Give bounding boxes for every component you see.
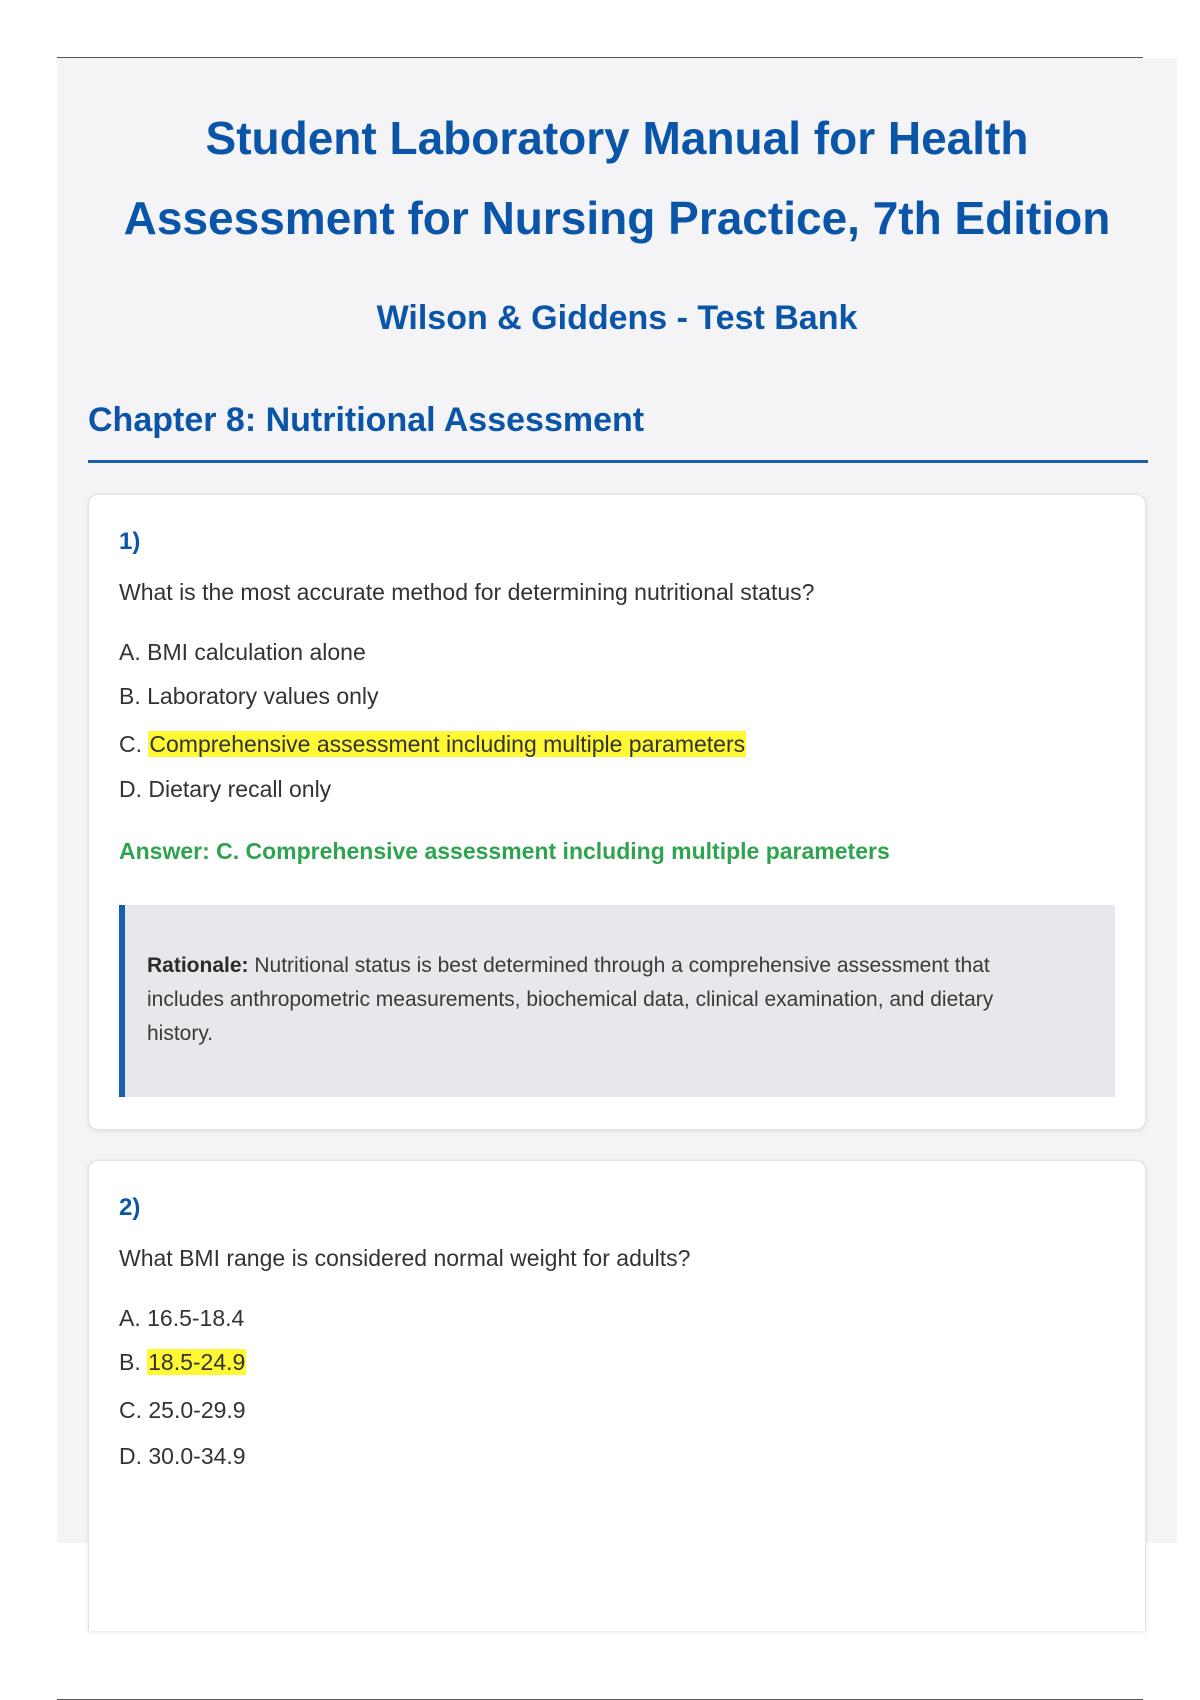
title-line-2: Assessment for Nursing Practice, 7th Edition	[123, 192, 1111, 244]
question-number: 1)	[119, 528, 141, 555]
document-page	[57, 58, 1177, 1543]
option-prefix: D.	[119, 1443, 149, 1469]
option-d	[119, 774, 331, 804]
option-text: 30.0-34.9	[148, 1443, 246, 1469]
option-text: Dietary recall only	[148, 776, 332, 802]
option-d	[119, 1441, 246, 1471]
rationale-label: Rationale:	[147, 954, 249, 977]
option-text: 25.0-29.9	[148, 1397, 246, 1423]
option-prefix: D.	[119, 776, 149, 802]
option-text: BMI calculation alone	[147, 639, 366, 665]
highlighted-option-text: 18.5-24.9	[148, 1349, 246, 1375]
question-number: 2)	[119, 1194, 141, 1221]
option-text: 16.5-18.4	[147, 1305, 245, 1331]
question-text: What is the most accurate method for determining nutritional status?	[119, 579, 815, 605]
option-prefix: B.	[119, 683, 148, 709]
rationale-box	[119, 905, 1115, 1097]
rationale-paragraph	[147, 949, 1047, 1051]
option-prefix: B.	[119, 1349, 148, 1375]
option-text: Laboratory values only	[147, 683, 379, 709]
option-c	[119, 1395, 246, 1425]
option-a	[119, 637, 366, 667]
question-text: What BMI range is considered normal weight for adults?	[119, 1245, 691, 1271]
option-b	[119, 1347, 246, 1377]
highlighted-option-text: Comprehensive assessment including multiple parameters	[149, 731, 746, 757]
option-prefix: C.	[119, 731, 149, 757]
document-title	[57, 98, 1177, 258]
chapter-heading: Chapter 8: Nutritional Assessment	[88, 401, 645, 439]
title-line-1: Student Laboratory Manual for Health	[205, 112, 1029, 164]
option-prefix: C.	[119, 1397, 149, 1423]
option-a	[119, 1303, 244, 1333]
option-b	[119, 681, 379, 711]
chapter-divider	[88, 460, 1148, 463]
document-subtitle: Wilson & Giddens - Test Bank	[376, 299, 858, 337]
question-card-1	[88, 494, 1146, 1130]
option-prefix: A.	[119, 639, 148, 665]
option-c	[119, 729, 746, 759]
answer-line: Answer: C. Comprehensive assessment including multiple parameters	[119, 838, 890, 864]
option-prefix: A.	[119, 1305, 148, 1331]
question-card-2	[88, 1160, 1146, 1631]
rationale-text: Nutritional status is best determined through a comprehensive assessment that includes anthropometric measurements, biochemical data, clinical examination, and dietary history.	[147, 954, 994, 1045]
